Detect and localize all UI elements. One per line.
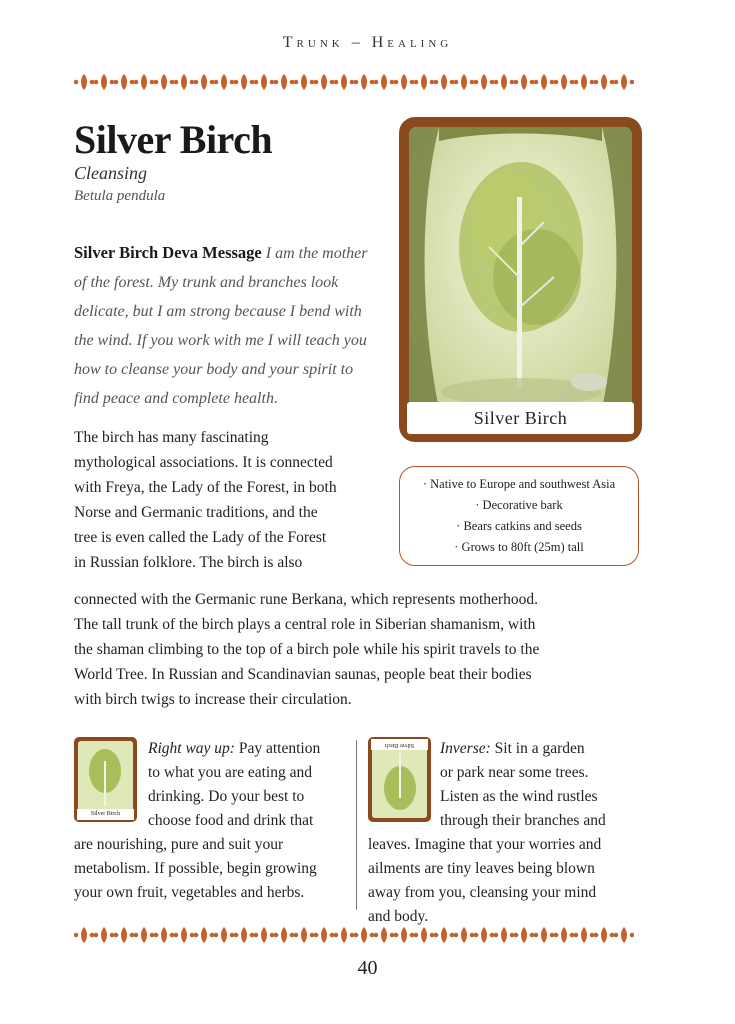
text-line: with birch twigs to increase their circulation. bbox=[74, 691, 352, 708]
facts-box bbox=[399, 466, 639, 566]
text-line: to what you are eating and bbox=[148, 764, 312, 781]
mini-tree-icon bbox=[78, 741, 133, 818]
running-head: Trunk – Healing bbox=[282, 34, 453, 51]
text-line: The birch has many fascinating bbox=[74, 429, 269, 446]
card-label: Silver Birch bbox=[407, 402, 634, 434]
text-line: your own fruit, vegetables and herbs. bbox=[74, 884, 305, 901]
upright-label: Right way up: bbox=[148, 740, 235, 757]
text-line: drinking. Do your best to bbox=[148, 788, 305, 805]
top-ornament-border bbox=[74, 72, 634, 92]
text-line: away from you, cleansing your mind bbox=[368, 884, 597, 901]
deva-message bbox=[74, 238, 374, 413]
column-divider bbox=[356, 740, 357, 910]
page-number: 40 bbox=[357, 957, 378, 979]
inverse-mini-card bbox=[368, 737, 431, 822]
text-line: Norse and Germanic traditions, and the bbox=[74, 504, 318, 521]
mini-tree-icon bbox=[372, 741, 427, 818]
mini-card-label: Silver Birch bbox=[371, 739, 428, 750]
text-line: through their branches and bbox=[440, 812, 606, 829]
text-line: in Russian folklore. The birch is also bbox=[74, 554, 303, 571]
text-line: Pay attention bbox=[238, 740, 321, 757]
inverse-text-bottom bbox=[368, 833, 643, 929]
mini-card-label: Silver Birch bbox=[77, 809, 134, 820]
text-line: and body. bbox=[368, 908, 429, 925]
fact-item: · Grows to 80ft (25m) tall bbox=[454, 540, 584, 554]
text-line: Sit in a garden bbox=[494, 740, 585, 757]
oracle-card bbox=[399, 117, 642, 442]
inverse-label: Inverse: bbox=[440, 740, 491, 757]
text-line: with Freya, the Lady of the Forest, in both bbox=[74, 479, 337, 496]
fact-item: · Bears catkins and seeds bbox=[456, 519, 582, 533]
latin-name: Betula pendula bbox=[74, 188, 166, 204]
text-line: or park near some trees. bbox=[440, 764, 589, 781]
entry-title: Silver Birch bbox=[74, 117, 273, 162]
card-illustration bbox=[409, 127, 632, 432]
text-line: Listen as the wind rustles bbox=[440, 788, 598, 805]
inverse-text-top bbox=[440, 737, 640, 833]
upright-text-top bbox=[148, 737, 353, 833]
bottom-ornament-border bbox=[74, 925, 634, 945]
birch-tree-illustration bbox=[409, 127, 632, 432]
text-line: The tall trunk of the birch plays a central role in Siberian shamanism, with bbox=[74, 616, 536, 633]
fact-item: · Decorative bark bbox=[475, 498, 563, 512]
fact-item: · Native to Europe and southwest Asia bbox=[422, 477, 616, 491]
body-paragraph-2 bbox=[74, 587, 644, 712]
upright-text-bottom bbox=[74, 833, 354, 905]
upright-mini-card bbox=[74, 737, 137, 822]
text-line: choose food and drink that bbox=[148, 812, 314, 829]
text-line: mythological associations. It is connected bbox=[74, 454, 333, 471]
text-line: are nourishing, pure and suit your bbox=[74, 836, 284, 853]
deva-label: Silver Birch Deva Message bbox=[74, 243, 262, 262]
deva-text: I am the mother of the forest. My trunk and branches look delicate, but I am strong because I bend with the wind. If you work with me I will teach you how to cleanse your body and your spirit to find peace and complete health. bbox=[74, 245, 368, 407]
body-paragraph-1 bbox=[74, 425, 384, 575]
text-line: ailments are tiny leaves being blown bbox=[368, 860, 595, 877]
text-line: the shaman climbing to the top of a birch pole while his spirit travels to the bbox=[74, 641, 540, 658]
text-line: World Tree. In Russian and Scandinavian saunas, people beat their bodies bbox=[74, 666, 532, 683]
text-line: connected with the Germanic rune Berkana, which represents motherhood. bbox=[74, 591, 538, 608]
text-line: metabolism. If possible, begin growing bbox=[74, 860, 317, 877]
text-line: tree is even called the Lady of the Forest bbox=[74, 529, 327, 546]
entry-keyword: Cleansing bbox=[74, 163, 148, 183]
text-line: leaves. Imagine that your worries and bbox=[368, 836, 602, 853]
